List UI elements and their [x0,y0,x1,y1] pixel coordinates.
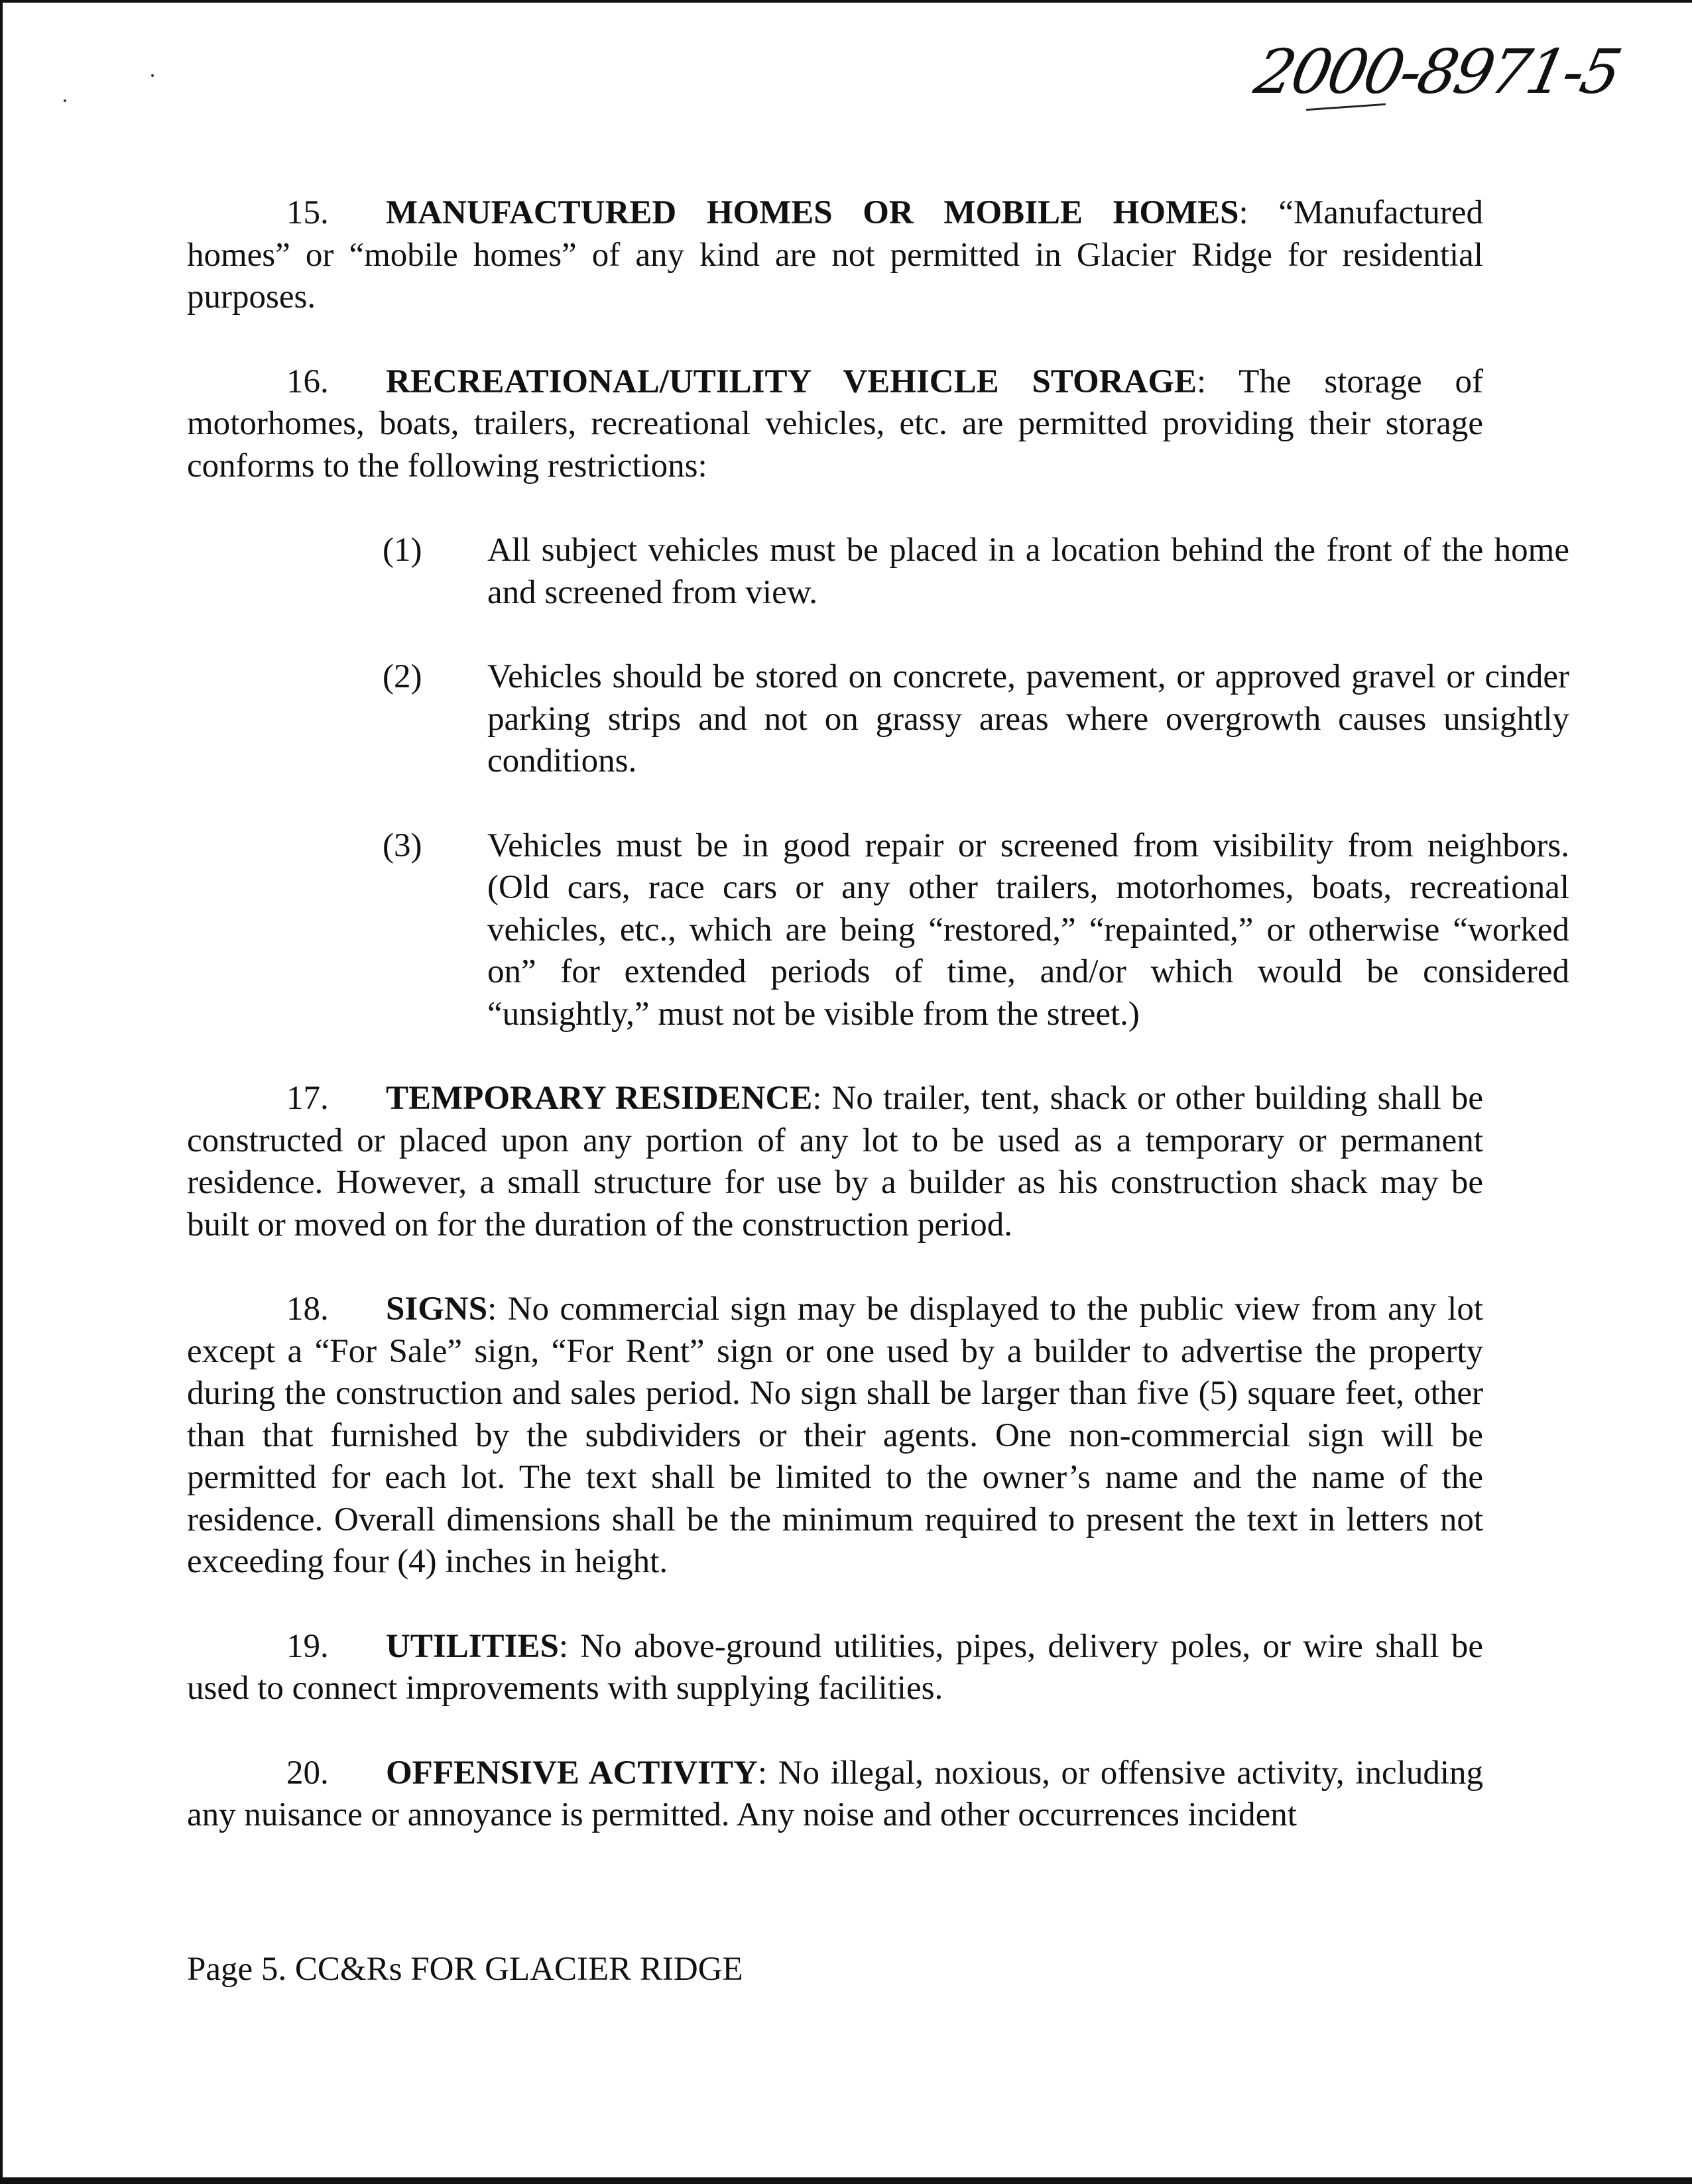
section-number: 15. [286,194,329,231]
section-heading: SIGNS [386,1291,488,1328]
restriction-item [187,656,1569,783]
restriction-item [187,825,1569,1036]
section-18 [187,1289,1483,1583]
page-footer: Page 5. CC&Rs FOR GLACIER RIDGE [187,1951,743,1988]
scan-speck [151,74,154,77]
section-text: : No above-ground utilities, pipes, delivery poles, or wire shall be used to connect improvements with supplying facilities. [187,1627,1483,1707]
restriction-list [187,530,1569,1035]
section-text: : The storage of motorhomes, boats, trailers, recreational vehicles, etc. are permitted providing their storage conforms to the following restrictions: [187,363,1483,485]
restriction-item [187,530,1569,614]
restriction-label: (1) [383,532,422,569]
scan-left-edge [0,0,3,2184]
section-text: : “Manufactured homes” or “mobile homes” of any kind are not permitted in Glacier Ridge for residential purposes. [187,194,1483,316]
section-heading: RECREATIONAL/UTILITY VEHICLE STORAGE [386,363,1197,400]
section-number: 20. [286,1754,329,1792]
section-number: 19. [286,1627,329,1665]
section-text: : No trailer, tent, shack or other building shall be constructed or placed upon any portion of any lot to be used as a temporary or permanent residence. However, a small structure for use by a builder as his construction shack may be built or moved on for the duration of the construction period. [187,1080,1483,1243]
section-number: 17. [286,1080,329,1117]
restriction-text: All subject vehicles must be placed in a location behind the front of the home and screened from view. [487,532,1569,611]
restriction-text: Vehicles should be stored on concrete, pavement, or approved gravel or cinder parking strips and not on grassy areas where overgrowth causes unsightly conditions. [487,658,1569,779]
section-16 [187,361,1483,488]
section-heading: OFFENSIVE ACTIVITY [386,1754,758,1792]
section-heading: UTILITIES [386,1627,559,1665]
section-15 [187,192,1483,319]
section-19 [187,1626,1483,1710]
section-number: 16. [286,363,329,400]
scan-speck [64,99,66,102]
section-text: : No commercial sign may be displayed to the public view from any lot except a “For Sale” sign, “For Rent” sign or one used by a builder to advertise the property during the construction and sales period. No sign shall be larger than five (5) square feet, other than that furnished by the subdividers or their agents. One non-commercial sign will be permitted for each lot. The text shall be limited to the owner’s name and the name of the residence. Overall dimensions shall be the minimum required to present the text in letters not exceeding four (4) inches in height. [187,1291,1483,1580]
section-heading: TEMPORARY RESIDENCE [386,1080,813,1117]
section-number: 18. [286,1291,329,1328]
handwritten-document-number: 2000-8971-5 [1248,36,1626,107]
scan-top-edge [0,0,1692,3]
document-body [187,192,1569,1879]
section-17 [187,1078,1483,1246]
restriction-text: Vehicles must be in good repair or screened from visibility from neighbors. (Old cars, race cars or any other trailers, motorhomes, boats, recreational vehicles, etc., which are being “restored,” “repainted,” or otherwise “worked on” for extended periods of time, and/or which would be considered “unsightly,” must not be visible from the street.) [487,827,1569,1033]
section-20 [187,1753,1483,1837]
scan-bottom-edge [0,2177,1692,2184]
section-heading: MANUFACTURED HOMES OR MOBILE HOMES [386,194,1239,231]
section-text: : No illegal, noxious, or offensive activity, including any nuisance or annoyance is permitted. Any noise and other occurrences incident [187,1754,1483,1833]
restriction-label: (3) [383,827,422,864]
restriction-label: (2) [383,658,422,695]
